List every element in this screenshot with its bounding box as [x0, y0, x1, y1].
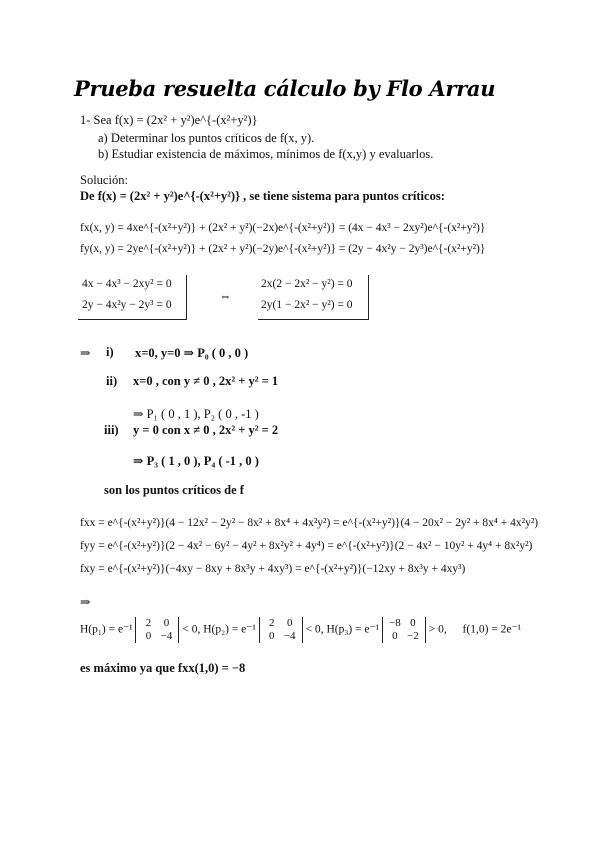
h3-prefix: H(p₃) = e⁻¹ — [326, 623, 380, 636]
case-i-label: i) — [106, 345, 114, 359]
solution-intro: De f(x) = (2x² + y²)e^{-(x²+y²)} , se tiene sistema para puntos críticos: — [80, 189, 445, 203]
h3-a21: 0 — [392, 630, 398, 642]
case-arrow: ⇒ — [80, 346, 91, 360]
final-conclusion: es máximo ya que fxx(1,0) = −8 — [80, 661, 246, 675]
fxx-equation: fxx = e^{-(x²+y²)}(4 − 12x² − 2y² − 8x² + 8x⁴ + 4x²y²) = e^{-(x²+y²)}(4 − 20x² − 2y² + 8x⁴ + 4x²y²) — [80, 517, 539, 529]
case-i-text: x=0, y=0 ⇒ P₀ ( 0 , 0 ) — [135, 346, 249, 360]
problem-statement: 1- Sea f(x) = (2x² + y²)e^{-(x²+y²)} — [80, 113, 258, 127]
h1-a11: 2 — [145, 617, 152, 629]
problem-part-b: b) Estudiar existencia de máximos, mínimos de f(x,y) y evaluarlos. — [98, 147, 434, 161]
equivalence-symbol: ⇔ — [219, 289, 232, 303]
page-title: Prueba resuelta cálculo by Flo Arrau — [74, 76, 496, 101]
fyy-equation: fyy = e^{-(x²+y²)}(2 − 4x² − 6y² − 4y² + 8x²y² + 4y⁴) = e^{-(x²+y²)}(2 − 4x² − 10y² + 4y⁴ + 8x²y²) — [80, 540, 533, 552]
h3-a22: −2 — [407, 630, 419, 642]
system-left-eq2: 2y − 4x²y − 2y³ = 0 — [82, 299, 172, 311]
solution-label: Solución: — [80, 173, 128, 187]
h1-matrix — [135, 617, 179, 643]
h3-a12: 0 — [410, 617, 416, 629]
h1-a21: 0 — [145, 630, 152, 642]
h3-matrix — [382, 617, 426, 643]
f-value: f(1,0) = 2e⁻¹ — [462, 623, 522, 636]
h2-suffix: < 0, — [305, 623, 324, 636]
h2-a21: 0 — [268, 630, 275, 642]
critical-points-conclusion: son los puntos críticos de f — [104, 483, 244, 497]
h1-prefix: H(p₁) = e⁻¹ — [80, 623, 133, 636]
case-iii-text: y = 0 con x ≠ 0 , 2x² + y² = 2 — [133, 423, 279, 437]
system-left-eq1: 4x − 4x³ − 2xy² = 0 — [82, 278, 172, 290]
hessian-arrow: ⇒ — [80, 595, 91, 609]
fy-equation: fy(x, y) = 2ye^{-(x²+y²)} + (2x² + y²)(−2y)e^{-(x²+y²)} = (2y − 4x²y − 2y³)e^{-(x²+y²)} — [80, 243, 486, 255]
h1-a12: 0 — [163, 617, 170, 629]
system-right-eq2: 2y(1 − 2x² − y²) = 0 — [261, 299, 353, 311]
case-ii-label: ii) — [106, 374, 118, 388]
case-ii-result: ⇒ P₁ ( 0 , 1 ), P₂ ( 0 , -1 ) — [133, 407, 259, 421]
h2-a12: 0 — [286, 617, 293, 629]
h2-prefix: H(p₂) = e⁻¹ — [203, 623, 256, 636]
case-iii-label: iii) — [104, 423, 119, 437]
fx-equation: fx(x, y) = 4xe^{-(x²+y²)} + (2x² + y²)(−2x)e^{-(x²+y²)} = (4x − 4x³ − 2xy²)e^{-(x²+y²)} — [80, 222, 486, 234]
h3-a11: −8 — [389, 617, 401, 629]
system-right-box — [258, 275, 369, 320]
fxy-equation: fxy = e^{-(x²+y²)}(−4xy − 8xy + 8x³y + 4xy³) = e^{-(x²+y²)}(−12xy + 8x³y + 4xy³) — [80, 563, 466, 575]
problem-part-a: a) Determinar los puntos críticos de f(x, y). — [98, 131, 315, 145]
h2-a22: −4 — [283, 630, 296, 642]
case-iii-result: ⇒ P₃ ( 1 , 0 ), P₄ ( -1 , 0 ) — [133, 454, 259, 468]
h2-a11: 2 — [268, 617, 275, 629]
hessian-line — [80, 617, 521, 643]
h2-matrix — [259, 617, 303, 643]
system-left-box — [78, 275, 187, 320]
system-right-eq1: 2x(2 − 2x² − y²) = 0 — [261, 278, 353, 290]
h1-suffix: < 0, — [182, 623, 201, 636]
h1-a22: −4 — [160, 630, 173, 642]
case-ii-text: x=0 , con y ≠ 0 , 2x² + y² = 1 — [133, 374, 279, 388]
h3-suffix: > 0, — [428, 623, 447, 636]
